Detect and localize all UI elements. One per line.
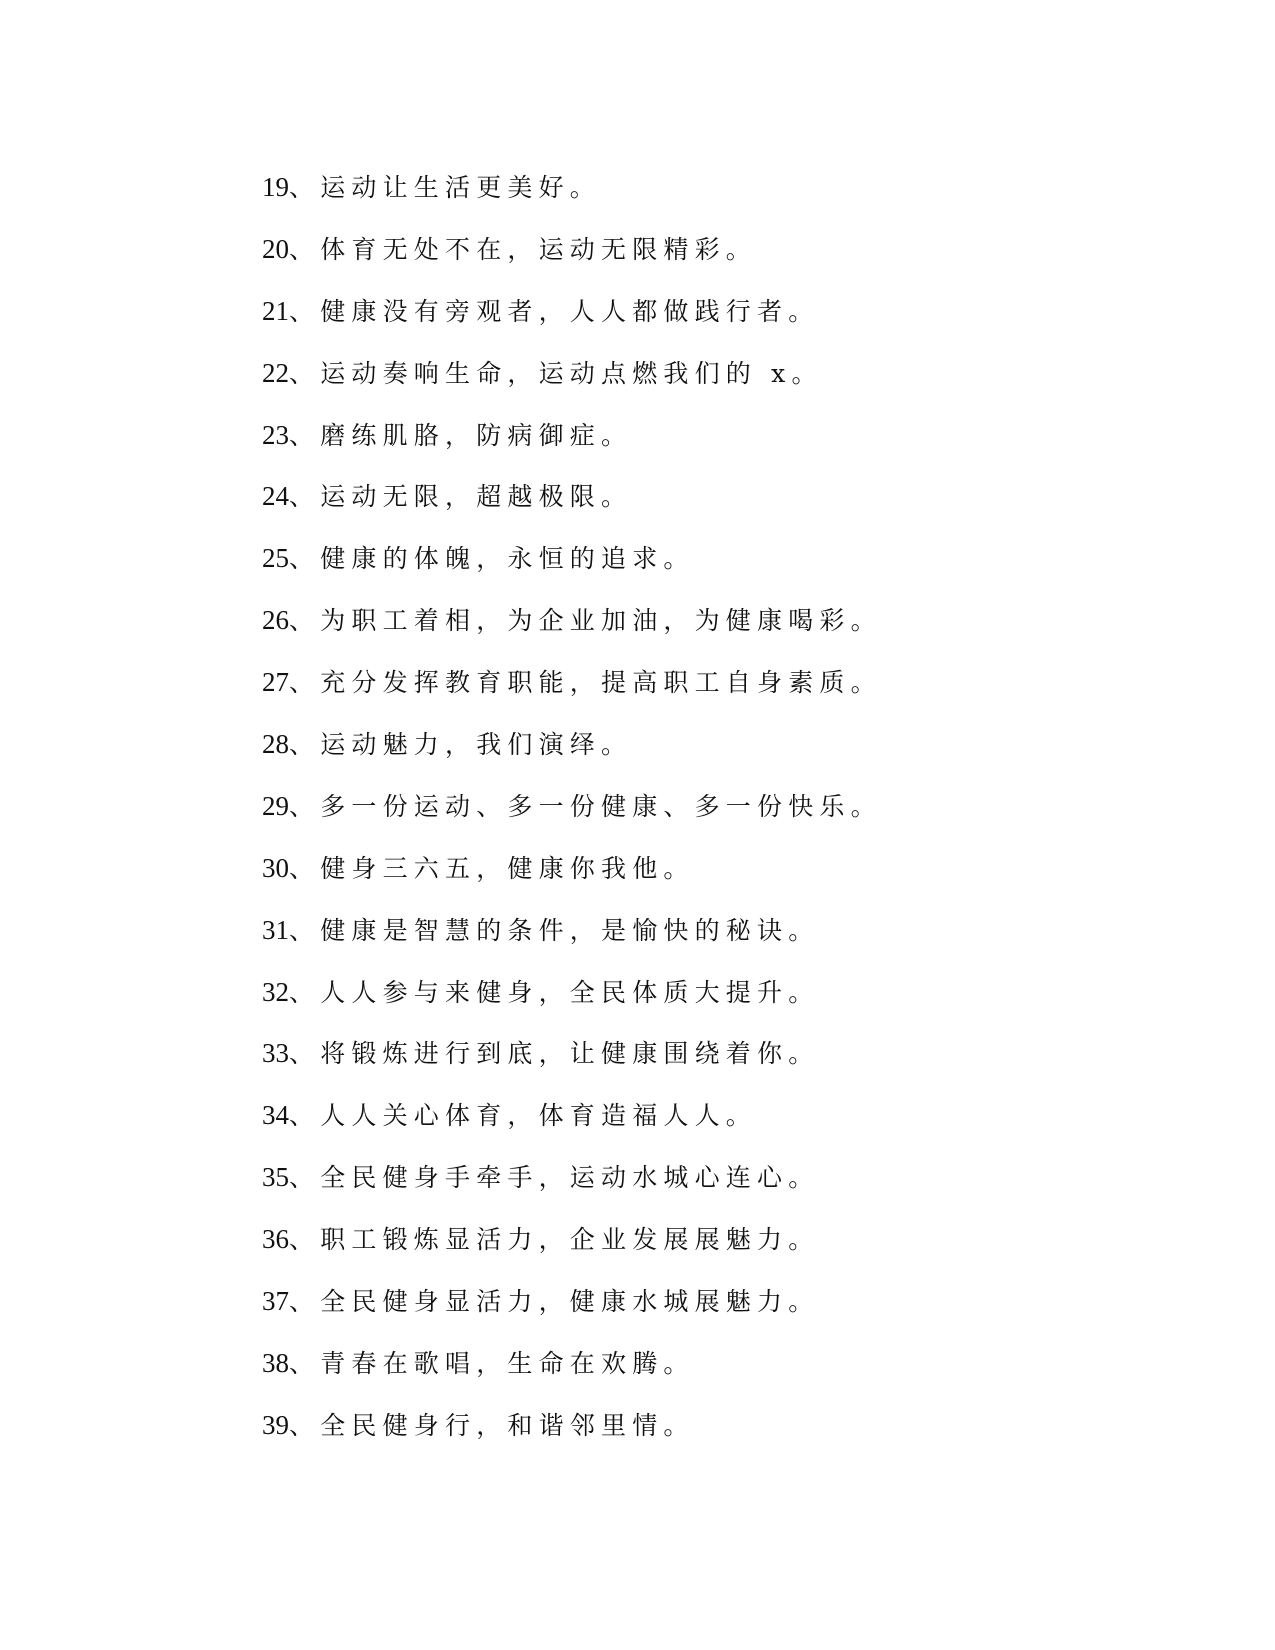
list-item xyxy=(262,353,1062,415)
list-item xyxy=(262,600,1062,662)
list-item xyxy=(262,1033,1062,1095)
item-separator: 、 xyxy=(289,1163,321,1193)
item-separator: 、 xyxy=(289,296,321,326)
item-text: 全民健身手牵手，运动水城心连心。 xyxy=(320,1163,820,1193)
item-text: 人人关心体育，体育造福人人。 xyxy=(320,1101,758,1131)
item-number: 34 xyxy=(262,1100,289,1131)
item-separator: 、 xyxy=(289,915,321,945)
item-number: 21 xyxy=(262,295,289,326)
item-text: 运动无限，超越极限。 xyxy=(320,482,633,512)
list-item xyxy=(262,724,1062,786)
item-number: 25 xyxy=(262,543,289,574)
item-text: 青春在歌唱，生命在欢腾。 xyxy=(320,1348,695,1378)
item-separator: 、 xyxy=(289,606,321,636)
item-text: 运动魅力，我们演绎。 xyxy=(320,730,633,760)
item-number: 33 xyxy=(262,1038,289,1069)
item-separator: 、 xyxy=(289,234,321,264)
item-text: 健康的体魄，永恒的追求。 xyxy=(320,544,695,574)
item-separator: 、 xyxy=(289,420,321,450)
list-item xyxy=(262,291,1062,353)
item-separator: 、 xyxy=(289,482,321,512)
item-separator: 、 xyxy=(289,730,321,760)
item-text: 全民健身显活力，健康水城展魅力。 xyxy=(320,1287,820,1317)
item-text: 职工锻炼显活力，企业发展展魅力。 xyxy=(320,1225,820,1255)
list-item xyxy=(262,1281,1062,1343)
item-number: 29 xyxy=(262,790,289,821)
item-separator: 、 xyxy=(289,358,321,388)
list-item xyxy=(262,1157,1062,1219)
item-separator: 、 xyxy=(289,1101,321,1131)
list-item xyxy=(262,848,1062,910)
item-separator: 、 xyxy=(289,1039,321,1069)
item-text: 健康没有旁观者，人人都做践行者。 xyxy=(320,296,820,326)
list-item xyxy=(262,1343,1062,1405)
list-item xyxy=(262,1405,1062,1467)
item-number: 23 xyxy=(262,419,289,450)
item-separator: 、 xyxy=(289,977,321,1007)
item-separator: 、 xyxy=(289,853,321,883)
item-number: 38 xyxy=(262,1347,289,1378)
item-text: 将锻炼进行到底，让健康围绕着你。 xyxy=(320,1039,820,1069)
list-item xyxy=(262,910,1062,972)
item-separator: 、 xyxy=(289,1410,321,1440)
item-text: 体育无处不在，运动无限精彩。 xyxy=(320,234,758,264)
item-text: 运动奏响生命，运动点燃我们的 x。 xyxy=(320,358,823,388)
item-text: 磨练肌胳，防病御症。 xyxy=(320,420,633,450)
item-text: 人人参与来健身，全民体质大提升。 xyxy=(320,977,820,1007)
item-separator: 、 xyxy=(289,1287,321,1317)
list-item xyxy=(262,538,1062,600)
item-separator: 、 xyxy=(289,173,321,202)
item-separator: 、 xyxy=(289,791,321,821)
item-text: 全民健身行，和谐邻里情。 xyxy=(320,1410,695,1440)
list-item xyxy=(262,972,1062,1034)
item-number: 30 xyxy=(262,852,289,883)
item-number: 22 xyxy=(262,357,289,388)
item-text: 健康是智慧的条件，是愉快的秘诀。 xyxy=(320,915,820,945)
item-separator: 、 xyxy=(289,544,321,574)
item-number: 20 xyxy=(262,233,289,264)
item-number: 26 xyxy=(262,605,289,636)
list-item xyxy=(262,662,1062,724)
item-number: 36 xyxy=(262,1224,289,1255)
list-item xyxy=(262,167,1062,229)
item-separator: 、 xyxy=(289,1348,321,1378)
item-text: 充分发挥教育职能，提高职工自身素质。 xyxy=(320,668,882,698)
list-item xyxy=(262,1219,1062,1281)
list-item xyxy=(262,786,1062,848)
item-number: 27 xyxy=(262,667,289,698)
list-item xyxy=(262,476,1062,538)
list-item xyxy=(262,415,1062,477)
item-text: 多一份运动、多一份健康、多一份快乐。 xyxy=(320,791,882,821)
item-text: 健身三六五，健康你我他。 xyxy=(320,853,695,883)
item-number: 28 xyxy=(262,729,289,760)
item-separator: 、 xyxy=(289,1225,321,1255)
item-separator: 、 xyxy=(289,668,321,698)
list-item xyxy=(262,1095,1062,1157)
item-number: 19 xyxy=(262,172,289,202)
item-number: 37 xyxy=(262,1286,289,1317)
list-item xyxy=(262,229,1062,291)
item-number: 32 xyxy=(262,976,289,1007)
item-text: 运动让生活更美好。 xyxy=(320,173,602,202)
item-text: 为职工着相，为企业加油，为健康喝彩。 xyxy=(320,606,882,636)
item-number: 35 xyxy=(262,1162,289,1193)
item-number: 24 xyxy=(262,481,289,512)
item-number: 39 xyxy=(262,1409,289,1440)
slogan-list xyxy=(262,167,1062,1467)
item-number: 31 xyxy=(262,914,289,945)
